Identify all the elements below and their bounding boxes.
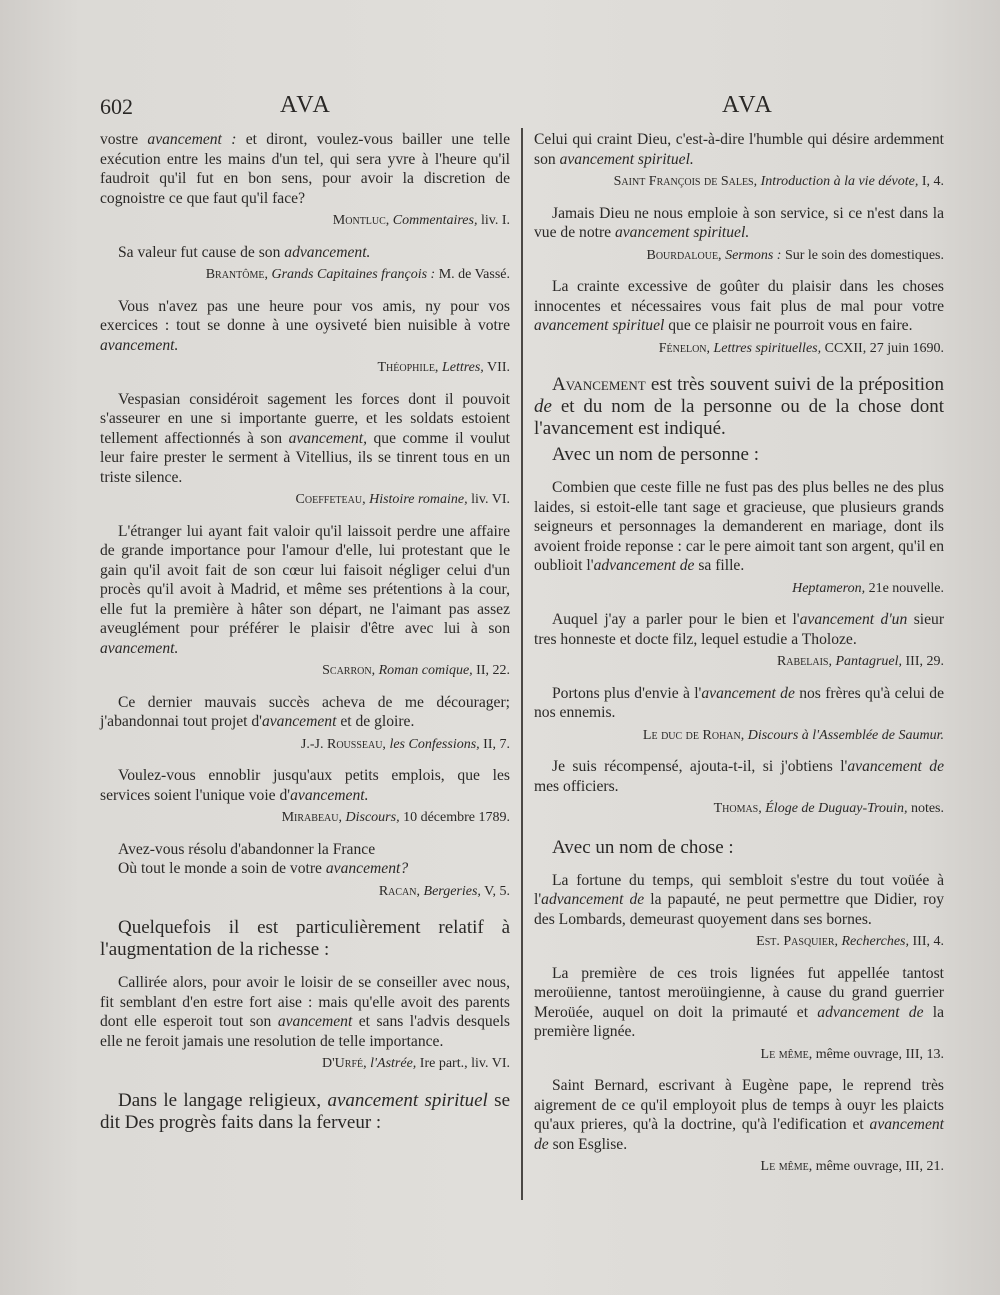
text-segment: Je suis récompensé, ajouta-t-il, si j'obtiens l' — [552, 758, 848, 775]
text-segment: 21e nouvelle. — [865, 580, 944, 596]
right-column — [534, 130, 944, 1177]
citation-quote — [100, 766, 510, 805]
citation-source — [100, 265, 510, 285]
citation-quote — [534, 610, 944, 649]
citation-source — [534, 1045, 944, 1065]
italic-text: advancement de — [593, 557, 695, 574]
italic-text: Grands Capitaines françois : — [271, 267, 436, 282]
italic-text: avancement spirituel. — [614, 224, 750, 241]
citation-source — [534, 1157, 944, 1177]
citation-source — [534, 579, 944, 599]
source-author: Coeffeteau, — [295, 492, 366, 507]
source-author: Théophile, — [377, 360, 439, 375]
citation-source — [100, 358, 510, 378]
citation-source — [100, 882, 510, 902]
source-author: Mirabeau, — [281, 810, 343, 825]
source-author: Est. Pasquier, — [756, 934, 838, 949]
text-segment: liv. VI. — [467, 492, 510, 507]
text-segment: son Esglise. — [548, 1135, 628, 1153]
source-author: Le même, — [760, 1159, 813, 1174]
text-segment: Quelquefois il est particulièrement relatif à l'augmentation de la richesse : — [100, 917, 510, 960]
source-author: J.-J. Rousseau, — [300, 736, 386, 752]
italic-text: avancement de — [847, 758, 944, 775]
citation-quote — [100, 973, 510, 1051]
italic-text: Bergeries, — [423, 883, 481, 899]
citation-quote — [100, 693, 510, 732]
italic-text: Introduction à la vie dévote, — [760, 174, 919, 189]
text-segment: La première de ces trois lignées fut appellée tantost meroüienne, tantost meroüingienne, à cause du grand guerrier Meroüée, auquel on doit la primauté et — [534, 964, 944, 1021]
text-segment: Callirée alors, pour avoir le loisir de se conseiller avec nous, fit semblant d'en estre fort aise : mais qu'elle avoit des parents dont elle esperoit tout son — [100, 974, 510, 1030]
text-segment: Auquel j'ay a parler pour le bien et l' — [552, 611, 800, 628]
text-segment: I, 4. — [918, 174, 944, 189]
text-segment: que ce plaisir ne pourroit vous en faire. — [664, 317, 913, 334]
citation-quote — [100, 297, 510, 356]
italic-text: Recherches, — [841, 934, 909, 949]
text-segment: Vespasian considéroit sagement les forces dont il pouvoit s'asseurer en une si importante guerre, et les soldats estoient tellement affectionnés à son — [100, 390, 510, 447]
text-segment: Vous n'avez pas une heure pour vos amis, ny pour vos exercices : tout se donne à une oysiveté bien nuisible à votre — [100, 297, 510, 334]
text-segment: Ire part., liv. VI. — [416, 1056, 510, 1071]
italic-text: Discours à l'Assemblée de Saumur. — [747, 727, 944, 743]
italic-text: Histoire romaine, — [369, 492, 468, 507]
text-segment: même ouvrage, III, 21. — [812, 1159, 944, 1174]
citation-source — [100, 1054, 510, 1074]
source-author: Racan, — [378, 883, 421, 899]
running-head-right: AVA — [722, 92, 774, 118]
text-segment: 10 décembre 1789. — [399, 810, 510, 825]
text-segment: vostre — [100, 131, 148, 148]
citation-source — [534, 799, 944, 819]
italic-text: Sermons : — [725, 247, 782, 263]
text-segment: Sa valeur fut cause de son — [118, 243, 285, 261]
italic-text: advancement de — [817, 1003, 924, 1021]
citation-quote — [534, 1076, 944, 1154]
citation-source — [534, 172, 944, 192]
citation-source — [534, 246, 944, 266]
citation-source — [534, 652, 944, 672]
text-segment: est très souvent suivi de la préposition — [645, 374, 944, 395]
italic-text: Lettres spirituelles, — [713, 340, 822, 356]
text-segment: que comme il voulut leur faire prester le serment à Vitellius, ils se tinrent tous en un triste silence. — [100, 429, 510, 486]
text-segment: Portons plus d'envie à l' — [552, 684, 702, 702]
text-segment: CCXII, 27 juin 1690. — [821, 340, 944, 356]
italic-text: avancement — [261, 713, 337, 730]
text-segment: Sur le soin des domestiques. — [781, 247, 944, 263]
text-segment: même ouvrage, III, 13. — [812, 1046, 944, 1062]
column-divider — [521, 128, 523, 1200]
italic-text: avancement spirituel — [534, 317, 665, 334]
italic-text: avancement — [277, 1013, 353, 1030]
text-segment: III, 4. — [909, 934, 944, 949]
text-segment: Saint Bernard, escrivant à Eugène pape, le reprend très aigrement de ce qu'il employoit plus de temps à ouyr les plaicts qu'aux prieres, qu'à la doctrine, qu'à l'edification et — [534, 1077, 944, 1133]
citation-quote — [534, 204, 944, 243]
section-heading — [100, 1090, 510, 1134]
citation-source — [100, 735, 510, 755]
citation-quote — [534, 964, 944, 1042]
text-segment: La crainte excessive de goûter du plaisir dans les choses innocentes et nécessaires vous fait plus de mal pour votre — [534, 278, 944, 315]
citation-quote — [100, 130, 510, 208]
citation-source — [534, 932, 944, 952]
text-segment: VII. — [483, 360, 510, 375]
italic-text: Heptameron, — [792, 580, 866, 596]
italic-text: Roman comique, — [378, 663, 473, 678]
italic-text: avancement spirituel. — [559, 150, 694, 168]
italic-text: avancement spirituel — [327, 1089, 488, 1111]
text-segment: II, 7. — [479, 736, 510, 752]
text-segment: nos frères qu'à celui de nos ennemis. — [534, 684, 944, 721]
italic-text: advancement de — [541, 891, 645, 908]
text-segment: M. de Vassé. — [435, 267, 510, 282]
italic-text: advancement. — [284, 243, 371, 261]
text-segment: II, 22. — [472, 663, 510, 678]
subsection-heading: Avec un nom de chose : — [552, 836, 734, 858]
italic-text: avancement de — [701, 684, 795, 702]
citation-quote — [534, 130, 944, 169]
italic-text: de — [534, 396, 552, 417]
italic-text: Pantagruel, — [835, 654, 902, 669]
italic-text: avancement. — [100, 336, 179, 354]
citation-quote — [534, 684, 944, 723]
text-segment: la papauté, ne peut permettre que Didier, roy des Lombards, demeurast quoyement dans ses bornes. — [534, 891, 944, 928]
citation-quote — [534, 478, 944, 576]
citation-source — [534, 339, 944, 359]
running-head-left: AVA — [280, 92, 332, 118]
page-number: 602 — [100, 94, 133, 119]
source-author: Montluc, — [332, 213, 390, 228]
italic-text: avancement? — [325, 860, 409, 877]
italic-text: avancement. — [290, 786, 369, 804]
text-segment: Dans le langage religieux, — [118, 1089, 328, 1111]
verse-quote — [100, 840, 510, 879]
text-segment: La fortune du temps, qui sembloit s'estre du tout voüée à l' — [534, 871, 944, 908]
text-segment: et de gloire. — [336, 713, 415, 730]
source-author: Brantôme, — [205, 267, 268, 282]
italic-text: Discours, — [345, 810, 400, 825]
citation-source — [100, 211, 510, 231]
italic-text: avancement, — [288, 429, 367, 447]
text-segment: Jamais Dieu ne nous emploie à son service, si ce n'est dans la vue de notre — [534, 204, 944, 241]
source-author: Rabelais, — [776, 654, 832, 669]
verse-line — [118, 859, 510, 879]
text-segment: Où tout le monde a soin de votre — [118, 860, 326, 877]
citation-source — [534, 726, 944, 746]
text-segment: et diront, voulez-vous bailler une telle exécution entre les mains d'un tel, qui sera yvre à l'heure qu'il faudroit qu'il fut en bon sens, pour avoir la discretion de cognoistre ce que faut qu'il face? — [100, 131, 510, 207]
text-segment: V, 5. — [480, 883, 510, 899]
text-segment: L'étranger lui ayant fait valoir qu'il laissoit perdre une affaire de grande importance pour l'amour d'elle, lui protestant que le gain qu'il avoit fait de son cœur lui faisoit négliger celui d'un procès qu'il avoit à Madrid, et même ses prétentions à la cour, elle fut la première à hâter son départ, ne l'aimant pas assez aveuglément pour préférer le plaisir d'être avec lui à son — [100, 522, 510, 637]
citation-source — [100, 490, 510, 510]
headword: Avancement — [552, 374, 646, 395]
text-segment: et sans l'advis desquels elle ne feroit jamais une resolution de telle importance. — [100, 1013, 510, 1050]
section-heading — [534, 374, 944, 440]
source-author: D'Urfé, — [322, 1056, 367, 1071]
italic-text: Lettres, — [441, 360, 484, 375]
source-author: Saint François de Sales, — [613, 174, 758, 189]
text-segment: III, 29. — [902, 654, 944, 669]
italic-text: Éloge de Duguay-Trouin, — [765, 801, 908, 816]
italic-text: avancement de — [534, 1116, 944, 1153]
text-segment: notes. — [907, 801, 944, 816]
source-author: Le duc de Rohan, — [642, 727, 745, 743]
italic-text: avancement. — [100, 639, 179, 657]
text-segment: sieur tres honneste et docte filz, lequel estudie a Tholoze. — [534, 611, 945, 648]
text-segment: Avez-vous résolu d'abandonner la France — [118, 840, 376, 858]
italic-text: les Confessions, — [389, 736, 480, 752]
text-segment: Voulez-vous ennoblir jusqu'aux petits emplois, que les services soient l'unique voie d' — [100, 767, 510, 804]
subsection-heading: Avec un nom de personne : — [552, 444, 760, 465]
citation-quote — [534, 277, 944, 336]
italic-text: avancement d'un — [799, 611, 908, 628]
text-segment: sa fille. — [694, 557, 745, 574]
italic-text: l'Astrée, — [370, 1056, 417, 1071]
text-segment: et du nom de la personne ou de la chose dont l'avancement est indiqué. — [534, 396, 944, 439]
text-segment: Combien que ceste fille ne fust pas des plus belles ne des plus laides, si estoit-elle tant sage et gracieuse, que plusieurs grands seigneurs et personnages la demanderent en mariage, dont ils avoient froide reponse : car le pere aimoit tant son argent, qu'il en oublioit l' — [534, 479, 944, 574]
text-segment: Celui qui craint Dieu, c'est-à-dire l'humble qui désire ardemment son — [534, 131, 944, 168]
text-segment: mes officiers. — [534, 777, 619, 795]
citation-quote — [534, 757, 944, 796]
source-author: Le même, — [760, 1046, 813, 1062]
citation-quote — [534, 871, 944, 930]
source-author: Thomas, — [713, 801, 762, 816]
citation-quote — [100, 243, 510, 263]
left-column — [100, 130, 510, 1134]
source-author: Scarron, — [322, 663, 376, 678]
text-segment: la première lignée. — [534, 1003, 945, 1040]
source-author: Fénelon, — [658, 340, 711, 356]
text-segment: liv. I. — [477, 213, 510, 228]
citation-quote — [100, 522, 510, 659]
text-segment: se dit Des progrès faits dans la ferveur : — [100, 1089, 510, 1133]
citation-quote — [100, 390, 510, 488]
italic-text: Commentaires, — [392, 213, 478, 228]
section-heading — [100, 917, 510, 961]
citation-source — [100, 808, 510, 828]
source-author: Bourdaloue, — [646, 247, 722, 263]
verse-line — [118, 840, 510, 860]
citation-source — [100, 661, 510, 681]
text-segment: Ce dernier mauvais succès acheva de me décourager; j'abandonnai tout projet d' — [100, 693, 510, 730]
italic-text: avancement : — [147, 131, 237, 148]
